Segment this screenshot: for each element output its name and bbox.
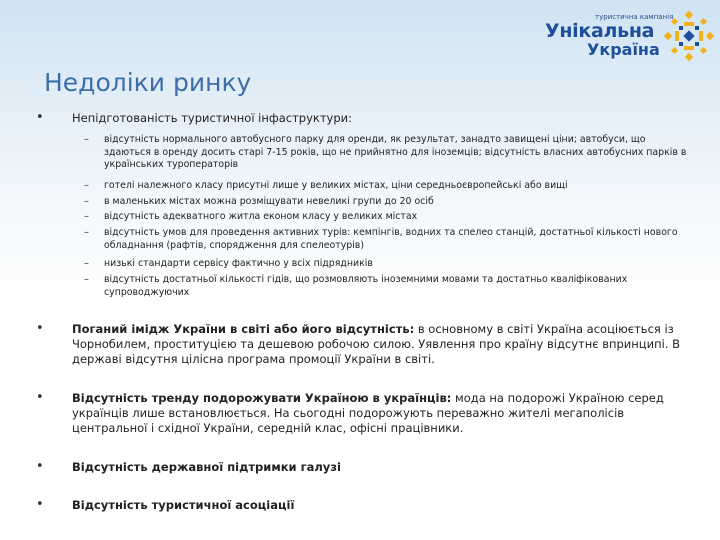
sun-pattern-icon	[663, 10, 715, 62]
subitem-7: відсутність достатньої кількості гідів, що розмовляють іноземними мовами та достатньо кваліфікованих супроводжуючих	[104, 274, 628, 298]
logo-word-ukraine: Україна	[587, 40, 660, 59]
dash-marker: –	[84, 134, 89, 145]
bullet-1-text: Непідготованість туристичної інфаструктури:	[72, 111, 352, 125]
dash-marker: –	[84, 180, 89, 191]
subitem-2: готелі належного класу присутні лише у великих містах, ціни середньоєвропейські або вищі	[104, 180, 568, 191]
bullet-marker: •	[36, 110, 44, 125]
dash-marker: –	[84, 211, 89, 222]
dash-marker: –	[84, 196, 89, 207]
bullet-2-body: в основному в світі Україна асоціюється із Чорнобилем, проституцією та дешевою робочою силою. Уявлення про країну відсутнє впринципі. В державі відсутня цілісна програма промоції України в світі.	[72, 322, 681, 366]
bullet-marker: •	[36, 497, 44, 512]
bullet-3-body: мода на подорожі Україною серед українців лише встановлюється. На сьогодні подорожують переважно жителі мегаполісів центральної і східної України, середній клас, офісні працівники.	[72, 391, 664, 435]
bullet-3-text	[72, 391, 692, 436]
bullet-4-heading: Відсутність державної підтримки галузі	[72, 460, 341, 474]
subitem-5: відсутність умов для проведення активних турів: кемпінгів, водних та спелео станцій, достатньої кількості нового обладнання (рафтів, спорядження для спелеотурів)	[104, 227, 678, 251]
bullet-3-heading: Відсутність тренду подорожувати Україною в українців:	[72, 391, 452, 405]
logo-tagline: туристична кампанія	[595, 13, 674, 21]
subitem-6: низькі стандарти сервісу фактично у всіх підрядників	[104, 258, 373, 269]
dash-marker: –	[84, 258, 89, 269]
bullet-5-text	[72, 498, 692, 513]
bullet-marker: •	[36, 321, 44, 336]
logo-word-unique: Унікальна	[545, 20, 655, 42]
bullet-marker: •	[36, 390, 44, 405]
slide-title: Недоліки ринку	[44, 68, 252, 97]
brand-logo	[545, 6, 717, 66]
subitem-3: в маленьких містах можна розміщувати невеликі групи до 20 осіб	[104, 196, 434, 207]
bullet-5-heading: Відсутність туристичної асоціації	[72, 498, 295, 512]
subitem-1: відсутність нормального автобусного парку для оренди, як результат, занадто завищені ціни; автобуси, що здаються в оренду досить старі 7-15 років, що не прийнятно для іноземців; відсутність власних автобусних парків в українських туроператорів	[104, 134, 687, 170]
bullet-marker: •	[36, 459, 44, 474]
dash-marker: –	[84, 227, 89, 238]
dash-marker: –	[84, 274, 89, 285]
bullet-2-heading: Поганий імідж України в світі або його відсутність:	[72, 322, 415, 336]
bullet-4-text	[72, 460, 692, 475]
subitem-4: відсутність адекватного житла економ класу у великих містах	[104, 211, 418, 222]
bullet-2-text	[72, 322, 692, 367]
